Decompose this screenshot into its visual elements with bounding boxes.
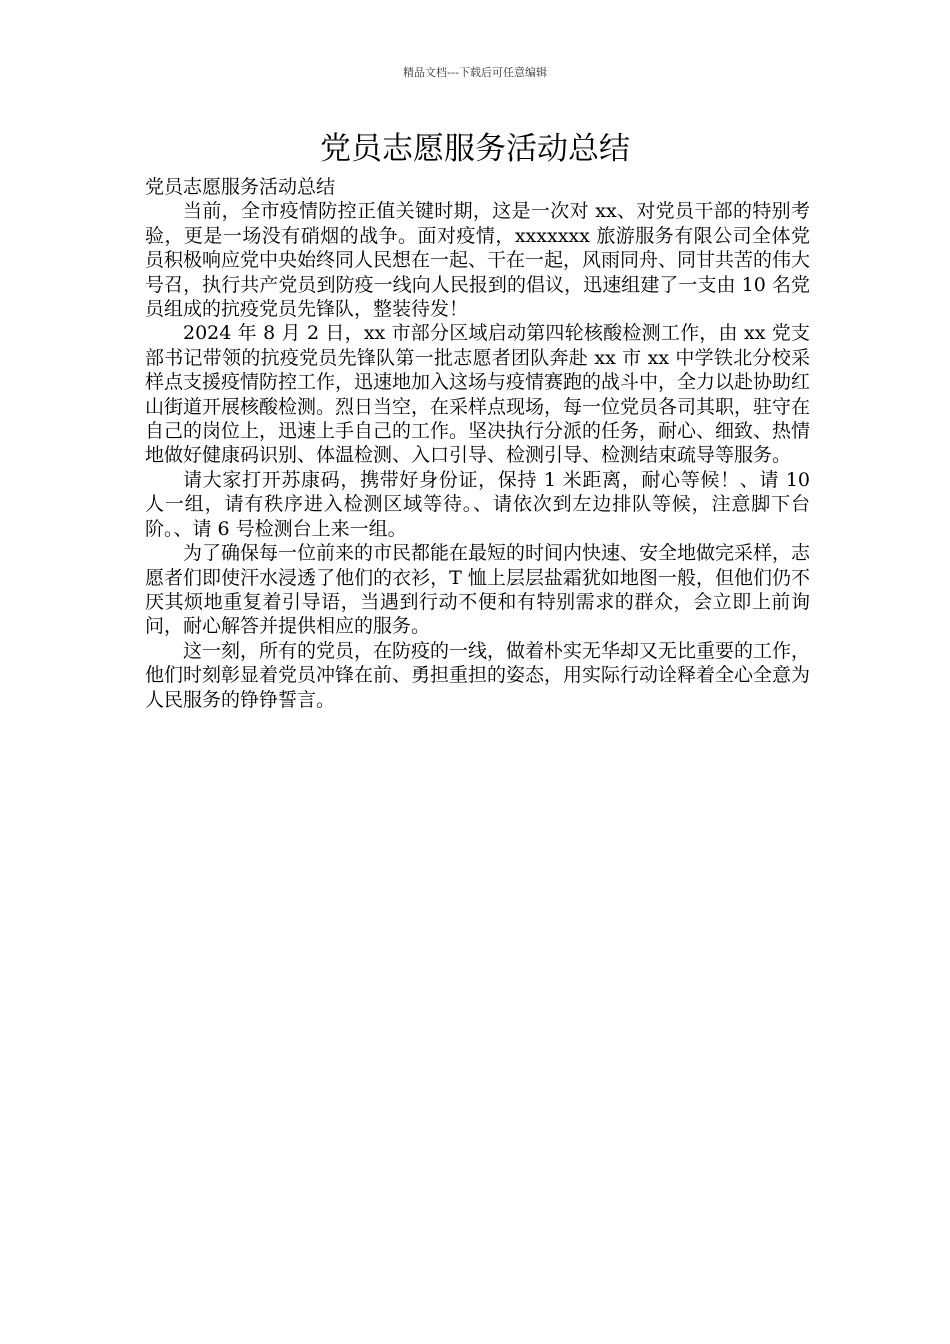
paragraph-4: 为了确保每一位前来的市民都能在最短的时间内快速、安全地做完采样，志愿者们即使汗水浸透了他们的衣衫，T 恤上层层盐霜犹如地图一般，但他们仍不厌其烦地重复着引导语，当遇到行动不便和有特别需求的群众，会立即上前询问，耐心解答并提供相应的服务。 — [145, 542, 811, 638]
document-subtitle: 党员志愿服务活动总结 — [145, 176, 336, 198]
document-title: 党员志愿服务活动总结 — [320, 131, 630, 167]
page-header-note: 精品文档---下载后可任意编辑 — [403, 66, 547, 79]
paragraph-3: 请大家打开苏康码，携带好身份证，保持 1 米距离，耐心等候！、请 10 人一组，请有秩序进入检测区域等待。、请依次到左边排队等候，注意脚下台阶。、请 6 号检测台上来一组。 — [145, 468, 810, 540]
paragraph-2: 2024 年 8 月 2 日，xx 市部分区域启动第四轮核酸检测工作，由 xx 党支部书记带领的抗疫党员先锋队第一批志愿者团队奔赴 xx 市 xx 中学铁北分校采样点支援疫情防控工作，迅速地加入这场与疫情赛跑的战斗中，全力以赴协助红山街道开展核酸检测。烈日当空，在采样点现场，每一位党员各司其职，驻守在自己的岗位上，迅速上手自己的工作。坚决执行分派的任务，耐心、细致、热情地做好健康码识别、体温检测、入口引导、检测引导、检测结束疏导等服务。 — [145, 322, 811, 467]
document-body — [145, 175, 810, 712]
paragraph-1: 当前，全市疫情防控正值关键时期，这是一次对 xx、对党员干部的特别考验，更是一场没有硝烟的战争。面对疫情，xxxxxxx 旅游服务有限公司全体党员积极响应党中央始终同人民想在一起、干在一起，风雨同舟、同甘共苦的伟大号召，执行共产党员到防疫一线向人民报到的倡议，迅速组建了一支由 10 名党员组成的抗疫党员先锋队，整装待发！ — [145, 200, 811, 321]
paragraph-5: 这一刻，所有的党员，在防疫的一线，做着朴实无华却又无比重要的工作，他们时刻彰显着党员冲锋在前、勇担重担的姿态，用实际行动诠释着全心全意为人民服务的铮铮誓言。 — [145, 639, 811, 711]
